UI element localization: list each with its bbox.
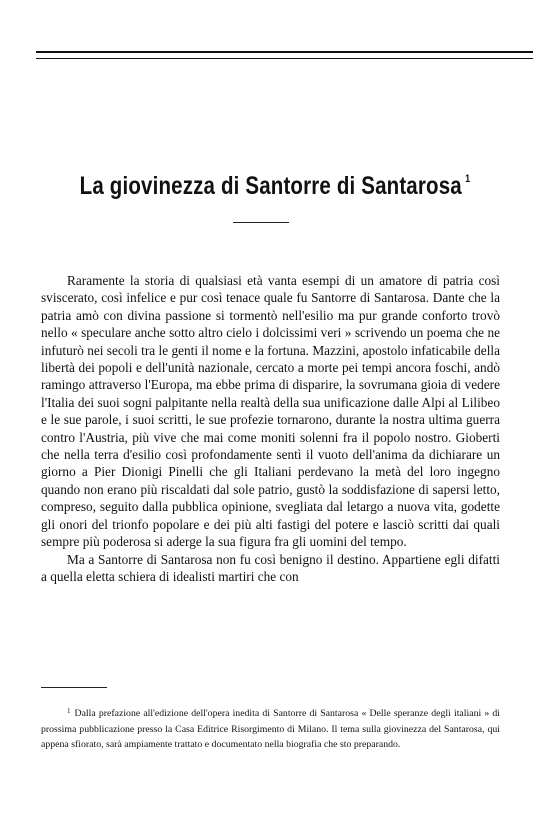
footnote-text: Dalla prefazione all'edizione dell'opera inedita di Santorre di Santarosa « Delle speranze degli italiani » di prossima pubblicazione presso la Casa Editrice Risorgimento di Milano. Il tema sulla giovinezza del Santarosa, qui appena sfiorato, sarà ampiamente trattato e documentato nella biografia che sto preparando.: [41, 708, 500, 750]
title-divider: [233, 222, 289, 223]
header-rule-thick: [36, 51, 533, 53]
chapter-title-text: La giovinezza di Santorre di Santarosa: [79, 172, 462, 200]
chapter-title: [50, 172, 501, 201]
paragraph: Raramente la storia di qualsiasi età vanta esempi di un amatore di patria così sviscerato, così infelice e pur così tenace quale fu Santorre di Santarosa. Dante che la patria amò con divina passione si tormentò nell'esilio ma pur grande conforto trovò nello « speculare anche sotto altro cielo i dolcissimi veri » scrivendo un poema che ne infuturò nei secoli tra le genti il nome e la fortuna. Mazzini, apostolo infaticabile della libertà dei popoli e dell'unità nazionale, cercato a morte pei tempi ancora foschi, andò ramingo attraverso l'Europa, ma ebbe prima di disparire, la sovrumana gioia di vedere l'Italia dei suoi sogni palpitante nella realtà della sua unificazione dalle Alpi al Lilibeo e le sue parole, i suoi scritti, le sue profezie tornarono, durante la nostra ultima guerra contro l'Austria, più vive che mai come moniti solenni fra il popolo nostro. Gioberti che nella terra d'esilio così profondamente sentì il vuoto dell'anima da dichiarare un giorno a Pier Dionigi Pinelli che gli Italiani perdevano la metà del loro ingegno quando non erano più riscaldati dal sole patrio, gustò la soddisfazione di sapersi letto, compreso, seguito dalla pubblica opinione, svegliata dal letargo a nuova vita, godette gli onori del trionfo popolare e dei più alti fastigi del potere e lasciò scritti dai quali sempre più poderosa si aderge la sua figura fra gli uomini del tempo.: [41, 273, 500, 550]
body-text: [41, 272, 500, 585]
footnote-marker: 1: [67, 707, 71, 715]
header-rule-thin: [36, 58, 533, 59]
paragraph: Ma a Santorre di Santarosa non fu così benigno il destino. Appartiene egli difatti a quella eletta schiera di idealisti martiri che con: [41, 551, 500, 584]
footnote-divider: [41, 687, 107, 688]
footnote: [41, 704, 500, 753]
footnote-reference: 1: [465, 173, 471, 185]
